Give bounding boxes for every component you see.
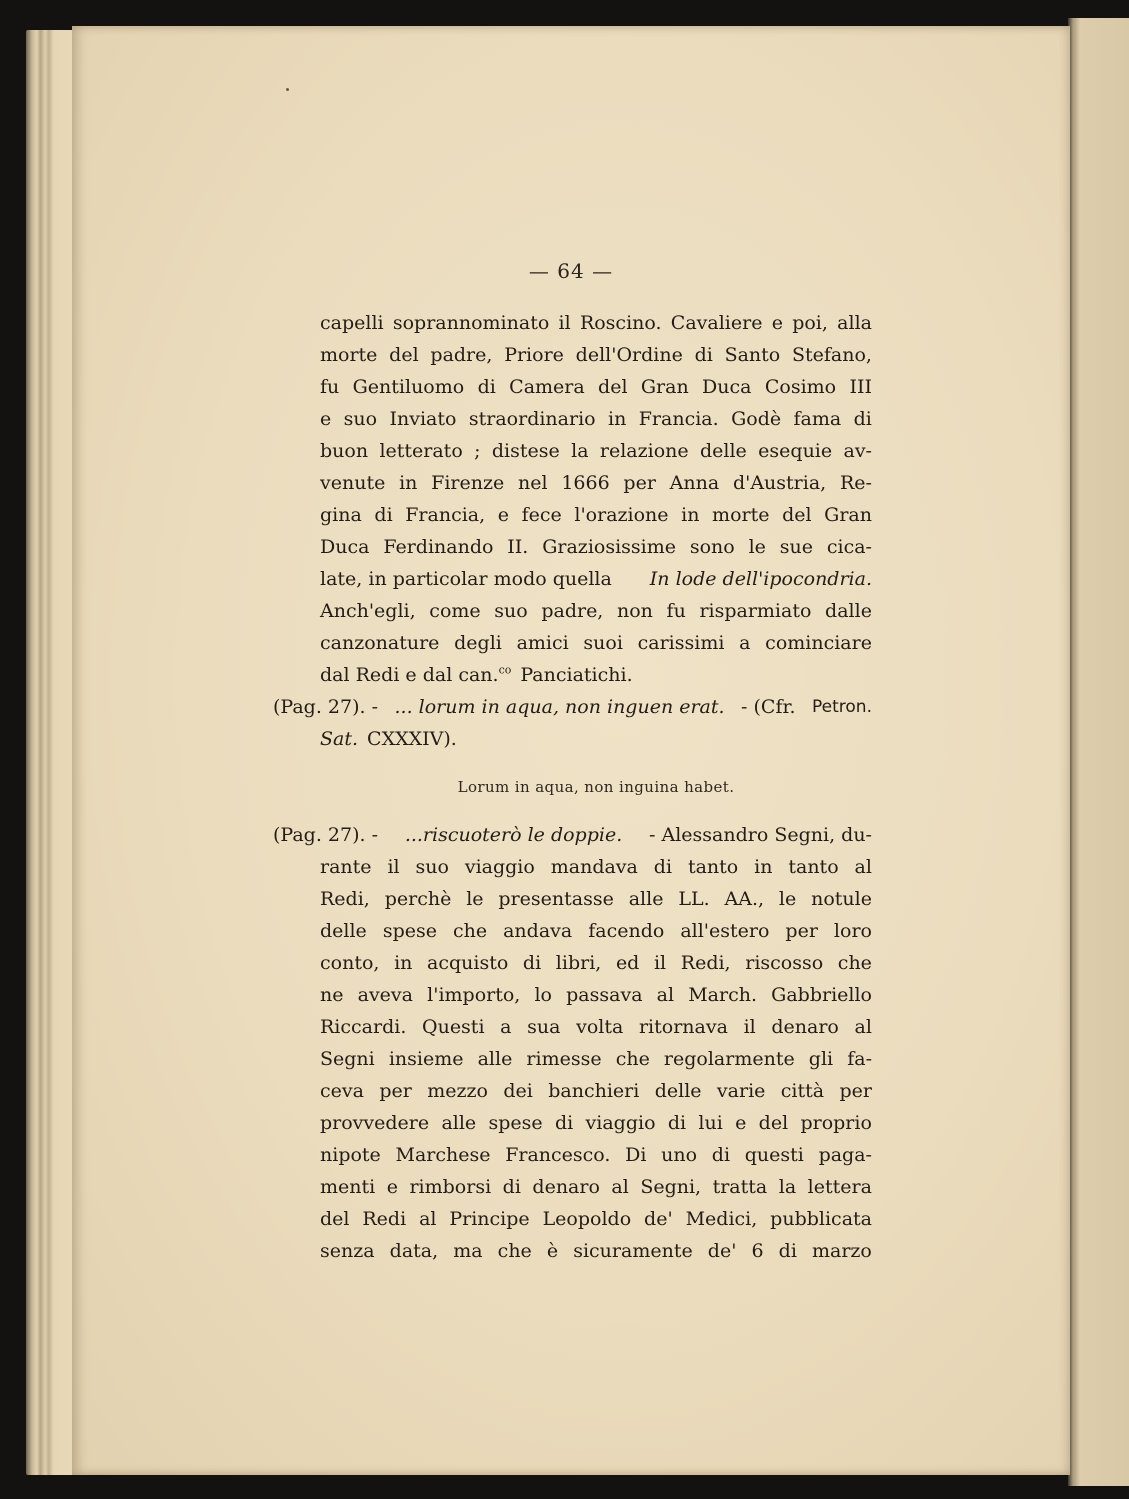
text-line <box>320 979 872 1011</box>
line-text: - Alessandro Segni, du- <box>649 824 872 846</box>
word: Questi <box>422 1016 485 1038</box>
text-line <box>320 1011 872 1043</box>
word: delle <box>700 440 747 462</box>
word: la <box>778 1176 797 1198</box>
word: viaggio <box>585 1112 656 1134</box>
word: l'orazione <box>574 504 669 526</box>
word: distese <box>491 440 560 462</box>
word: dalle <box>825 600 872 622</box>
text-line <box>320 467 872 499</box>
word: Gran <box>640 376 689 398</box>
note-reference: (Pag. 27). - <box>273 824 379 846</box>
note-author: Petron. <box>812 697 872 717</box>
word: a <box>500 1016 512 1038</box>
word: paga- <box>818 1144 872 1166</box>
word: questi <box>744 1144 804 1166</box>
text-line <box>320 1107 872 1139</box>
note-1 <box>273 691 872 723</box>
word: di <box>374 504 393 526</box>
word: Graziosissime <box>542 536 676 558</box>
word: nipote <box>320 1144 381 1166</box>
word: ; <box>474 440 481 462</box>
word: fu <box>666 600 686 622</box>
word: March. <box>688 984 758 1006</box>
word: Riccardi. <box>320 1016 407 1038</box>
word: Ferdinando <box>383 536 494 558</box>
note-quote-italic: ...riscuoterò le doppie. <box>404 824 623 846</box>
line-text: Panciatichi. <box>520 664 633 686</box>
word: dei <box>503 1080 533 1102</box>
word: rimborsi <box>409 1176 492 1198</box>
word: pubblicata <box>770 1208 872 1230</box>
word: Redi, <box>320 888 370 910</box>
word: mandava <box>550 856 638 878</box>
word: morte <box>320 344 378 366</box>
word: Anch'egli, <box>320 600 416 622</box>
text-line <box>320 1203 872 1235</box>
word: Duca <box>320 536 370 558</box>
word: al <box>611 1176 629 1198</box>
word: insieme <box>388 1048 464 1070</box>
word: il <box>743 1016 756 1038</box>
text-line <box>320 947 872 979</box>
word: le <box>466 888 484 910</box>
word: in <box>754 856 773 878</box>
word: non <box>616 600 653 622</box>
word: alle <box>441 1112 477 1134</box>
word: e <box>386 1176 398 1198</box>
word: Segni <box>320 1048 375 1070</box>
word: proprio <box>800 1112 872 1134</box>
word: il <box>653 952 667 974</box>
word: lettera <box>807 1176 872 1198</box>
word: e <box>497 504 510 526</box>
word: nel <box>518 472 548 494</box>
word: degli <box>454 632 502 654</box>
word: morte <box>712 504 770 526</box>
text-line <box>320 403 872 435</box>
word: in <box>608 408 627 430</box>
word: Redi <box>362 1208 407 1230</box>
word: ed <box>615 952 640 974</box>
word: banchieri <box>548 1080 640 1102</box>
word: le <box>748 536 766 558</box>
word: al <box>656 984 675 1006</box>
word: cominciare <box>765 632 872 654</box>
word: straordinario <box>468 408 596 430</box>
word: conto, <box>320 952 380 974</box>
text-line <box>320 1043 872 1075</box>
word: alla <box>837 312 872 334</box>
book-page <box>72 26 1070 1475</box>
text-line <box>320 851 872 883</box>
word: carissimi <box>637 632 725 654</box>
word: senza <box>320 1240 375 1262</box>
word: volta <box>576 1016 624 1038</box>
word: spese <box>382 920 437 942</box>
word: II. <box>507 536 529 558</box>
word: lo <box>534 984 552 1006</box>
word: per <box>623 472 656 494</box>
word: Godè <box>731 408 782 430</box>
word: Di <box>625 1144 647 1166</box>
word: Roscino. <box>579 312 662 334</box>
paragraph-2 <box>320 851 872 1267</box>
word: tanto <box>687 856 739 878</box>
word: il <box>558 312 571 334</box>
word: Camera <box>509 376 585 398</box>
word: de' <box>644 1208 673 1230</box>
word: Cosimo <box>764 376 837 398</box>
word: perchè <box>384 888 452 910</box>
word: in <box>394 952 413 974</box>
word: per <box>785 920 818 942</box>
word: cica- <box>826 536 872 558</box>
word: varie <box>716 1080 766 1102</box>
word: Santo <box>724 344 781 366</box>
word: loro <box>833 920 872 942</box>
word: che <box>615 1048 650 1070</box>
word: Cavaliere <box>670 312 763 334</box>
word: di <box>502 1176 521 1198</box>
text-line <box>320 1075 872 1107</box>
text-line <box>320 1171 872 1203</box>
word: Stefano, <box>791 344 872 366</box>
word: rante <box>320 856 372 878</box>
word: il <box>387 856 400 878</box>
word: di <box>711 1144 731 1166</box>
text-line <box>320 371 872 403</box>
word: provvedere <box>320 1112 430 1134</box>
word: del <box>389 344 419 366</box>
word: che <box>837 952 872 974</box>
word: capelli <box>320 312 384 334</box>
word: e <box>320 408 332 430</box>
word: fama <box>793 408 842 430</box>
paper-speck <box>286 88 289 91</box>
word: Segni, <box>640 1176 702 1198</box>
block-quote: Lorum in aqua, non inguina habet. <box>457 778 735 796</box>
text-line <box>320 307 872 339</box>
word: in <box>681 504 700 526</box>
word: di <box>522 952 542 974</box>
word: Marchese <box>395 1144 491 1166</box>
word: alle <box>477 1048 513 1070</box>
text-line <box>320 339 872 371</box>
word: notule <box>811 888 872 910</box>
word: di <box>694 344 713 366</box>
word: è <box>546 1240 559 1262</box>
facing-page-edge <box>1068 18 1129 1486</box>
word: al <box>854 1016 872 1038</box>
word: del <box>320 1208 350 1230</box>
word: av- <box>843 440 872 462</box>
word: esequie <box>758 440 833 462</box>
word: come <box>429 600 481 622</box>
text-line <box>320 883 872 915</box>
word: data, <box>389 1240 439 1262</box>
word: suoi <box>583 632 623 654</box>
word: denaro <box>532 1176 600 1198</box>
text-line <box>320 435 872 467</box>
word: di <box>477 376 496 398</box>
page-body <box>273 307 872 1267</box>
line-text: dal Redi e dal can.$^{co}$ <box>320 663 512 686</box>
word: tanto <box>788 856 839 878</box>
note-2 <box>273 819 872 851</box>
word: ma <box>453 1240 483 1262</box>
word: delle <box>320 920 367 942</box>
word: e <box>771 312 783 334</box>
word: Gran <box>824 504 872 526</box>
word: dell'Ordine <box>575 344 683 366</box>
word: Redi, <box>680 952 731 974</box>
word: del <box>598 376 628 398</box>
word: di <box>653 856 673 878</box>
word: risparmiato <box>699 600 812 622</box>
word: uno <box>661 1144 698 1166</box>
word: città <box>780 1080 825 1102</box>
word: Francesco. <box>505 1144 611 1166</box>
word: all'estero <box>680 920 770 942</box>
word: e <box>735 1112 747 1134</box>
book-title-italic: In lode dell'ipocondria. <box>649 568 872 590</box>
word: sua <box>527 1016 561 1038</box>
word: che <box>452 920 488 942</box>
word: ceva <box>320 1080 364 1102</box>
word: di <box>667 1112 687 1134</box>
page-number: — 64 — <box>528 259 614 283</box>
word: riscosso <box>745 952 824 974</box>
word: mezzo <box>427 1080 488 1102</box>
word: buon <box>320 440 369 462</box>
word: sicuramente <box>573 1240 693 1262</box>
word: passava <box>566 984 643 1006</box>
word: gina <box>320 504 362 526</box>
word: de' <box>707 1240 737 1262</box>
word: spese <box>488 1112 543 1134</box>
word: relazione <box>599 440 689 462</box>
word: Gabbriello <box>771 984 872 1006</box>
word: III <box>849 376 872 398</box>
word: menti <box>320 1176 376 1198</box>
text-line <box>320 499 872 531</box>
word: Priore <box>504 344 564 366</box>
word: presentasse <box>498 888 614 910</box>
word: fu <box>320 376 340 398</box>
word: 1666 <box>561 472 610 494</box>
word: padre, <box>430 344 493 366</box>
word: AA., <box>724 888 765 910</box>
word: fece <box>521 504 562 526</box>
word: fa- <box>847 1048 872 1070</box>
paragraph-1 <box>320 307 872 563</box>
word: acquisto <box>427 952 509 974</box>
word: venute <box>320 472 386 494</box>
word: aveva <box>357 984 413 1006</box>
text-line <box>320 915 872 947</box>
word: sue <box>779 536 814 558</box>
word: le <box>778 888 797 910</box>
word: regolarmente <box>663 1048 795 1070</box>
word: 6 <box>751 1240 764 1262</box>
word: ritornava <box>638 1016 728 1038</box>
line-text: late, in particolar modo quella <box>320 568 612 590</box>
word: amici <box>516 632 569 654</box>
word: suo <box>415 856 449 878</box>
word: del <box>782 504 812 526</box>
note-reference: (Pag. 27). - <box>273 696 379 718</box>
word: Anna <box>669 472 720 494</box>
word: gli <box>808 1048 834 1070</box>
word: di <box>853 408 872 430</box>
word: l'importo, <box>427 984 521 1006</box>
word: denaro <box>771 1016 839 1038</box>
word: delle <box>654 1080 702 1102</box>
word: Gentiluomo <box>352 376 465 398</box>
word: a <box>739 632 751 654</box>
word: per <box>379 1080 412 1102</box>
word: ne <box>320 984 344 1006</box>
word: che <box>497 1240 532 1262</box>
word: LL. <box>678 888 710 910</box>
word: al <box>419 1208 437 1230</box>
word: sono <box>689 536 735 558</box>
word: Leopoldo <box>542 1208 632 1230</box>
word: andava <box>503 920 573 942</box>
word: tratta <box>712 1176 768 1198</box>
word: facendo <box>588 920 665 942</box>
word: Duca <box>702 376 752 398</box>
word: Francia. <box>638 408 719 430</box>
superscript: co <box>498 663 512 677</box>
word: suo <box>494 600 528 622</box>
text-line <box>320 531 872 563</box>
word: Medici, <box>685 1208 758 1230</box>
paragraph-1-continued <box>320 595 872 659</box>
word: di <box>778 1240 797 1262</box>
text-line <box>320 1139 872 1171</box>
note-citation: CXXXIV). <box>367 728 457 750</box>
word: suo <box>343 408 378 430</box>
word: Re- <box>839 472 872 494</box>
word: soprannominato <box>392 312 550 334</box>
note-citation: - (Cfr. <box>741 696 796 718</box>
text-line <box>320 563 872 595</box>
word: di <box>554 1112 574 1134</box>
word: del <box>758 1112 789 1134</box>
word: viaggio <box>464 856 535 878</box>
word: marzo <box>812 1240 872 1262</box>
text-line <box>320 595 872 627</box>
word: Principe <box>449 1208 530 1230</box>
word: Francia, <box>405 504 486 526</box>
text-line <box>320 1235 872 1267</box>
word: poi, <box>792 312 828 334</box>
word: canzonature <box>320 632 440 654</box>
text-line <box>320 627 872 659</box>
word: alle <box>628 888 664 910</box>
word: padre, <box>541 600 604 622</box>
word: lui <box>698 1112 723 1134</box>
word: la <box>571 440 589 462</box>
word: letterato <box>379 440 463 462</box>
word: in <box>399 472 418 494</box>
note-1-continued <box>320 723 872 755</box>
word: libri, <box>555 952 602 974</box>
word: al <box>854 856 872 878</box>
word: per <box>839 1080 872 1102</box>
note-quote-italic: ... lorum in aqua, non inguen erat. <box>394 696 725 718</box>
note-work-italic: Sat. <box>320 728 359 750</box>
word: d'Austria, <box>732 472 827 494</box>
word: rimesse <box>526 1048 602 1070</box>
text-line <box>320 659 872 691</box>
word: Inviato <box>389 408 457 430</box>
word: Firenze <box>431 472 505 494</box>
